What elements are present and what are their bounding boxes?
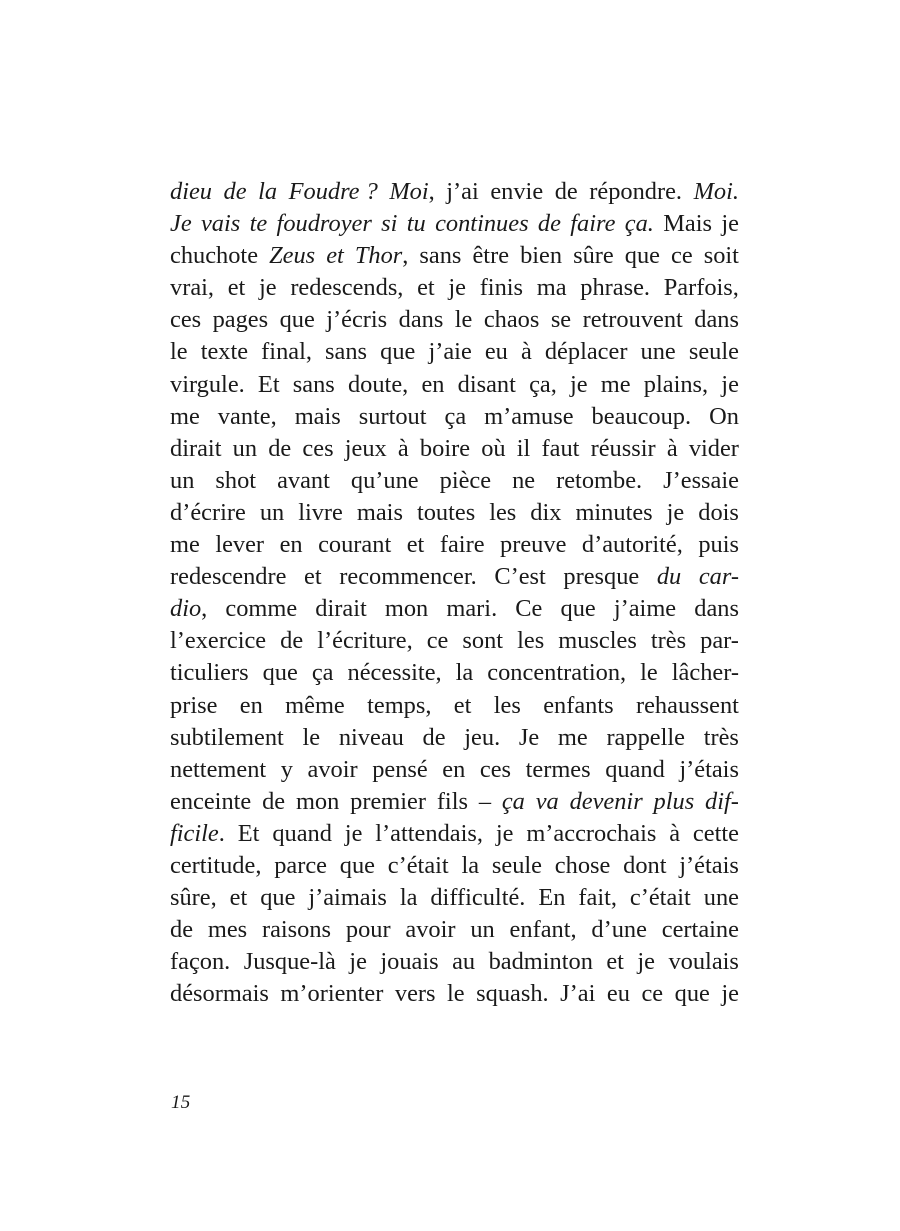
word: les xyxy=(493,691,521,719)
word-italic-part: ficile xyxy=(170,819,219,847)
word: texte xyxy=(200,338,249,366)
word: du xyxy=(656,563,682,591)
word: vers xyxy=(394,980,436,1008)
word: temps, xyxy=(367,691,432,719)
word: courant xyxy=(318,531,392,559)
word: le xyxy=(454,306,473,334)
word: dix xyxy=(530,498,562,526)
word: premier xyxy=(350,787,426,815)
word: à xyxy=(666,434,678,462)
word: redescendre xyxy=(170,563,287,591)
word: et xyxy=(304,563,322,591)
word: et xyxy=(406,531,425,559)
word: dans xyxy=(694,595,739,623)
word: dif- xyxy=(705,787,739,815)
word: car- xyxy=(698,563,739,591)
word: faut xyxy=(541,434,580,462)
word: mais xyxy=(294,402,341,430)
text-line xyxy=(170,433,739,465)
word: et xyxy=(606,948,624,976)
word: devenir xyxy=(569,787,643,815)
word xyxy=(170,818,225,850)
word: ça xyxy=(311,659,334,687)
word: que xyxy=(260,884,296,912)
word: final, xyxy=(261,338,312,366)
word: mes xyxy=(207,916,248,944)
word: Foudre ? xyxy=(288,178,378,205)
text-line xyxy=(170,240,739,272)
word: une xyxy=(703,884,739,912)
word: la xyxy=(258,178,278,205)
word: pensé xyxy=(372,755,428,783)
word: virgule. xyxy=(170,370,245,398)
word: ce xyxy=(641,980,664,1008)
word: enfants xyxy=(543,691,614,719)
word: et xyxy=(417,274,435,302)
word: et xyxy=(229,884,248,912)
word: foudroyer xyxy=(276,210,372,238)
word: niveau xyxy=(338,723,404,751)
word: ça. xyxy=(624,210,654,238)
word: très xyxy=(703,723,739,751)
word xyxy=(355,240,409,272)
word: déplacer xyxy=(544,338,628,366)
word: quand xyxy=(272,819,332,847)
word: quand xyxy=(605,755,665,783)
word: et xyxy=(227,274,246,302)
word: Jusque-là xyxy=(243,948,336,976)
word: enceinte xyxy=(170,787,252,815)
word: faire xyxy=(439,531,485,559)
word: tu xyxy=(406,210,426,238)
word: vider xyxy=(688,434,739,462)
word: va xyxy=(535,787,559,815)
word: un xyxy=(259,498,285,526)
word: au xyxy=(452,948,476,976)
word: faire xyxy=(570,210,616,238)
word: ma xyxy=(536,274,567,302)
text-line xyxy=(170,882,739,914)
word: On xyxy=(709,402,739,430)
word: que xyxy=(339,851,375,879)
word: ces xyxy=(479,755,512,783)
word: Ce xyxy=(515,595,543,623)
word: qu’une xyxy=(350,466,419,494)
word: En xyxy=(538,884,566,912)
word: minutes xyxy=(575,498,653,526)
word: vais xyxy=(200,210,241,238)
word: y xyxy=(280,755,293,783)
word: de xyxy=(280,627,304,655)
word: dois xyxy=(698,498,739,526)
word: chose xyxy=(554,851,611,879)
word: muscles xyxy=(558,627,637,655)
word-roman-punct: , xyxy=(402,242,409,270)
word: dans xyxy=(398,306,444,334)
text-line xyxy=(170,208,739,240)
word: badminton xyxy=(488,948,593,976)
word: j’étais xyxy=(679,755,739,783)
word-italic-part: Moi xyxy=(389,178,429,205)
word: avant xyxy=(277,466,330,494)
word: boire xyxy=(419,434,471,462)
text-line xyxy=(170,497,739,529)
word: la xyxy=(455,659,474,687)
word: squash. xyxy=(476,980,549,1008)
word: de xyxy=(223,178,247,205)
word: réussir xyxy=(590,434,656,462)
word: de xyxy=(268,434,292,462)
text-line xyxy=(170,786,739,818)
text-line xyxy=(170,850,739,882)
word: subtilement xyxy=(170,723,284,751)
word: la xyxy=(461,851,480,879)
word: soit xyxy=(703,242,739,270)
word: me xyxy=(600,370,631,398)
word: bien xyxy=(520,242,563,270)
text-line xyxy=(170,625,739,657)
word: que xyxy=(380,338,416,366)
word: je xyxy=(570,370,588,398)
word: d’autorité, xyxy=(581,531,683,559)
word: de xyxy=(422,723,446,751)
word: pour xyxy=(345,916,391,944)
word: j’écris xyxy=(326,306,388,334)
word: J’ai xyxy=(560,980,596,1008)
text-line xyxy=(170,401,739,433)
word: à xyxy=(669,819,681,847)
word: eu xyxy=(606,980,630,1008)
word-roman-punct: . xyxy=(218,819,225,847)
word: que xyxy=(674,980,710,1008)
text-line xyxy=(170,369,739,401)
word: shot xyxy=(215,466,257,494)
word: Et xyxy=(237,819,260,847)
word: eu xyxy=(484,338,508,366)
word: et xyxy=(453,691,472,719)
word: que xyxy=(624,242,660,270)
text-line xyxy=(170,465,739,497)
word: envie xyxy=(490,178,544,205)
word: en xyxy=(421,370,445,398)
word: presque xyxy=(563,563,640,591)
word-italic-part: Thor xyxy=(354,242,403,270)
word: ces xyxy=(302,434,334,462)
word: me xyxy=(170,402,200,430)
word: de xyxy=(554,178,578,205)
word: recommencer. xyxy=(339,563,477,591)
word: façon. xyxy=(170,948,231,976)
word: l’exercice xyxy=(170,627,267,655)
word: Parfois, xyxy=(663,274,739,302)
word: C’est xyxy=(494,563,546,591)
word: je xyxy=(666,498,685,526)
word: dieu xyxy=(170,178,212,205)
word: m’orienter xyxy=(280,980,384,1008)
word: Mais xyxy=(663,210,713,238)
word: de xyxy=(262,787,286,815)
word: livre xyxy=(298,498,343,526)
word: un xyxy=(232,434,258,462)
word: je xyxy=(721,980,739,1008)
text-line xyxy=(170,529,739,561)
word: j’ai xyxy=(446,178,479,205)
text-line xyxy=(170,304,739,336)
text-line xyxy=(170,593,739,625)
text-line xyxy=(170,722,739,754)
word: d’une xyxy=(591,916,647,944)
word: si xyxy=(381,210,398,238)
text-line xyxy=(170,657,739,689)
word: d’écrire xyxy=(170,498,246,526)
word: jouais xyxy=(380,948,439,976)
word: mon xyxy=(384,595,429,623)
word: disant xyxy=(457,370,516,398)
word: très xyxy=(650,627,687,655)
word: ce xyxy=(426,627,449,655)
word: sans xyxy=(325,338,368,366)
word: désormais xyxy=(170,980,269,1008)
word: avoir xyxy=(405,916,456,944)
word: parce xyxy=(274,851,327,879)
word: que xyxy=(560,595,596,623)
word: le xyxy=(447,980,465,1008)
word: termes xyxy=(525,755,591,783)
word: en xyxy=(442,755,466,783)
word: de xyxy=(170,916,194,944)
word: preuve xyxy=(500,531,567,559)
text-line xyxy=(170,978,739,1010)
word: à xyxy=(520,338,532,366)
text-line xyxy=(170,561,739,593)
word: beaucoup. xyxy=(591,402,692,430)
word: difficulté. xyxy=(430,884,526,912)
word: j’aime xyxy=(613,595,677,623)
word: un xyxy=(170,466,195,494)
word: jeux xyxy=(344,434,387,462)
word: lâcher- xyxy=(671,659,739,687)
word: vante, xyxy=(217,402,277,430)
word: ça xyxy=(444,402,467,430)
word: ça xyxy=(501,787,525,815)
word: le xyxy=(640,659,658,687)
word: avoir xyxy=(307,755,358,783)
word: la xyxy=(399,884,418,912)
word: un xyxy=(470,916,495,944)
word: nettement xyxy=(170,755,267,783)
word: certaine xyxy=(661,916,739,944)
word: et xyxy=(326,242,344,270)
word: sans xyxy=(292,370,335,398)
word: toutes xyxy=(416,498,476,526)
word: jeu. xyxy=(464,723,501,751)
word: le xyxy=(302,723,321,751)
word: lever xyxy=(215,531,265,559)
word: j’aie xyxy=(428,338,472,366)
word: répondre. xyxy=(589,178,683,205)
text-line xyxy=(170,946,739,978)
word-italic-part: dio xyxy=(170,595,202,623)
word: c’était xyxy=(387,851,449,879)
word: de xyxy=(537,210,561,238)
word: Moi. xyxy=(693,178,739,205)
word: seule xyxy=(491,851,543,879)
word: par- xyxy=(700,627,739,655)
word: certitude, xyxy=(170,851,262,879)
word: dirait xyxy=(315,595,367,623)
word: où xyxy=(481,434,506,462)
word: surtout xyxy=(358,402,427,430)
text-line xyxy=(170,754,739,786)
word: être xyxy=(472,242,510,270)
word: m’accrochais xyxy=(526,819,657,847)
word: seule xyxy=(688,338,739,366)
word: Je xyxy=(170,210,192,238)
word: je xyxy=(259,274,277,302)
word: le xyxy=(170,338,188,366)
word xyxy=(389,176,434,208)
word: plains, xyxy=(643,370,709,398)
word: l’attendais, xyxy=(375,819,483,847)
word: vrai, xyxy=(170,274,215,302)
word: fait, xyxy=(578,884,617,912)
text-line xyxy=(170,336,739,368)
word: finis xyxy=(479,274,524,302)
word: à xyxy=(397,434,409,462)
text-line xyxy=(170,914,739,946)
word: dont xyxy=(623,851,667,879)
word: sûre xyxy=(573,242,614,270)
text-line xyxy=(170,818,739,850)
word: Je xyxy=(518,723,540,751)
word: – xyxy=(478,787,492,815)
word: les xyxy=(489,498,517,526)
word: chuchote xyxy=(170,242,259,270)
word: je xyxy=(344,819,363,847)
word: j’étais xyxy=(679,851,739,879)
word: retombe. xyxy=(556,466,643,494)
word: m’amuse xyxy=(484,402,574,430)
word: te xyxy=(249,210,268,238)
word: prise xyxy=(170,691,218,719)
word: me xyxy=(170,531,200,559)
word: ne xyxy=(512,466,536,494)
word: je xyxy=(495,819,514,847)
word: enfant, xyxy=(509,916,577,944)
word: une xyxy=(640,338,676,366)
word: c’était xyxy=(629,884,691,912)
word: que xyxy=(262,659,298,687)
word: ce xyxy=(671,242,693,270)
word: J’essaie xyxy=(663,466,739,494)
word: je xyxy=(721,210,739,238)
word: plus xyxy=(653,787,695,815)
word: se xyxy=(550,306,572,334)
word: rappelle xyxy=(606,723,685,751)
word: sûre, xyxy=(170,884,217,912)
word: dirait xyxy=(170,434,222,462)
word: cette xyxy=(692,819,739,847)
word: je xyxy=(721,370,739,398)
text-line xyxy=(170,272,739,304)
word: raisons xyxy=(261,916,332,944)
word: mon xyxy=(295,787,340,815)
word: en xyxy=(239,691,263,719)
word: il xyxy=(516,434,531,462)
word-roman-punct: , xyxy=(428,178,435,205)
word-roman-punct: , xyxy=(201,595,208,623)
word: Zeus xyxy=(269,242,316,270)
word: voulais xyxy=(668,948,739,976)
word: concentration, xyxy=(487,659,627,687)
word: comme xyxy=(225,595,298,623)
word: doute, xyxy=(347,370,409,398)
page-number: 15 xyxy=(171,1092,191,1113)
word: en xyxy=(279,531,303,559)
word: phrase. xyxy=(580,274,651,302)
word: ticuliers xyxy=(170,659,249,687)
word: pièce xyxy=(439,466,492,494)
word: Et xyxy=(257,370,280,398)
word: puis xyxy=(698,531,739,559)
word: je xyxy=(349,948,367,976)
word: continues xyxy=(435,210,529,238)
word: sans xyxy=(419,242,462,270)
word xyxy=(170,593,207,625)
word: sont xyxy=(462,627,504,655)
word: même xyxy=(285,691,345,719)
word: me xyxy=(557,723,588,751)
text-line xyxy=(170,690,739,722)
word: fils xyxy=(436,787,468,815)
word: j’aimais xyxy=(308,884,387,912)
word: redescends, xyxy=(290,274,404,302)
word: dans xyxy=(694,306,739,334)
word: pages xyxy=(212,306,269,334)
word: que xyxy=(279,306,315,334)
word: chaos xyxy=(483,306,540,334)
text-line xyxy=(170,176,739,208)
word: les xyxy=(517,627,545,655)
word: rehaussent xyxy=(635,691,739,719)
word: mais xyxy=(356,498,403,526)
word: mari. xyxy=(446,595,498,623)
word: retrouvent xyxy=(582,306,683,334)
word: ces xyxy=(170,306,202,334)
word: je xyxy=(637,948,656,976)
word: nécessite, xyxy=(347,659,442,687)
body-text-block xyxy=(170,176,739,1010)
word: je xyxy=(448,274,466,302)
word: ça, xyxy=(529,370,557,398)
word: l’écriture, xyxy=(317,627,413,655)
